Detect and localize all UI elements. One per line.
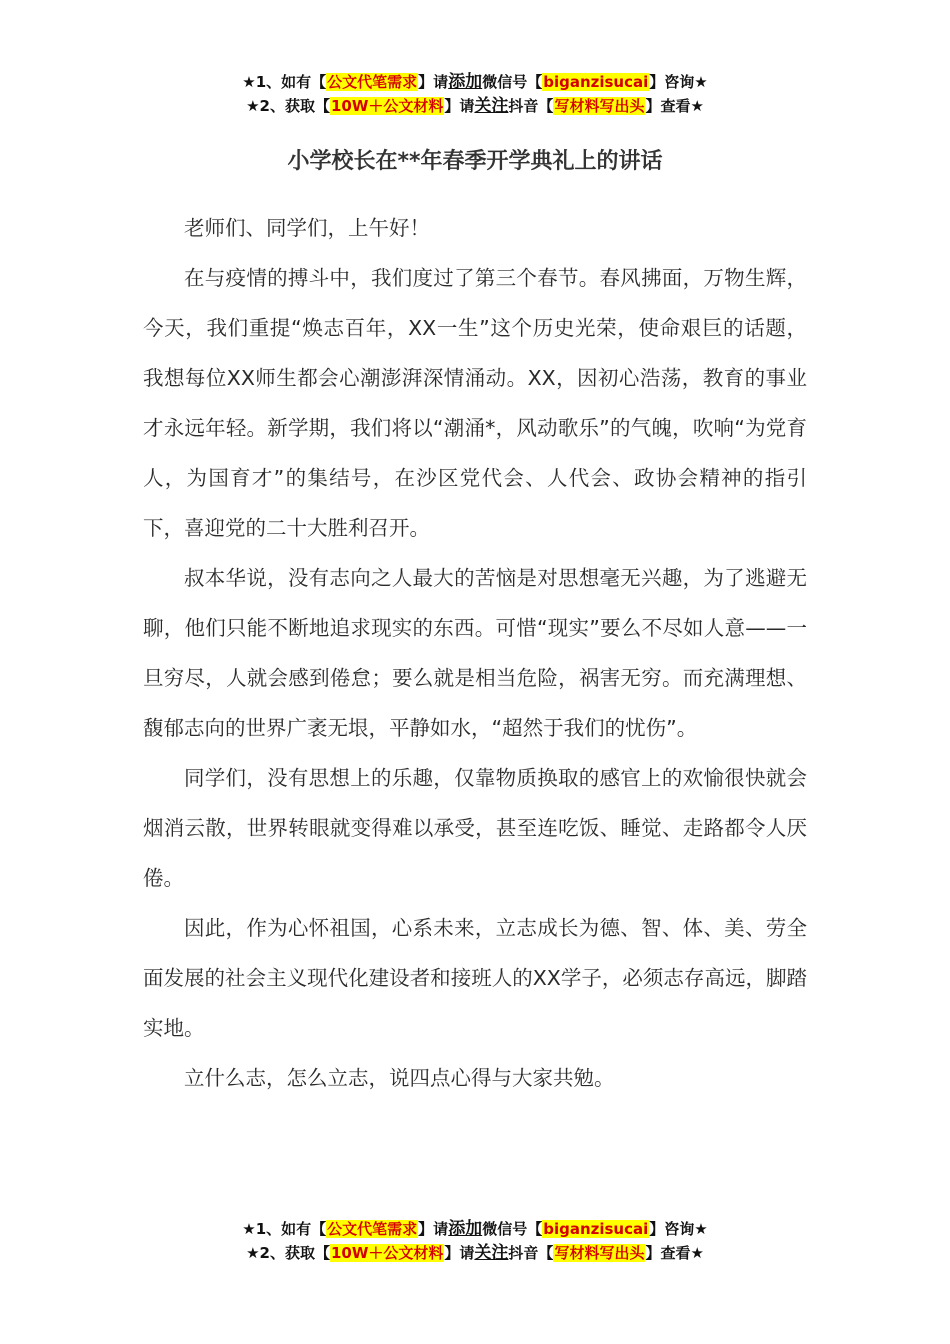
header-promo — [0, 70, 950, 118]
paragraph: 同学们，没有思想上的乐趣，仅靠物质换取的感官上的欢愉很快就会烟消云散，世界转眼就变得难以承受，甚至连吃饭、睡觉、走路都令人厌倦。 — [143, 766, 807, 890]
promo-line-2 — [0, 94, 950, 118]
promo-wechat-id: biganzisucai — [543, 1220, 649, 1238]
promo-underline: 添加 — [448, 1219, 483, 1239]
promo-text: 抖音【 — [508, 1244, 554, 1262]
promo-text: 】请 — [418, 1220, 449, 1238]
paragraph: 老师们、同学们，上午好！ — [184, 216, 430, 240]
promo-text: 】咨询★ — [649, 1220, 708, 1238]
promo-text: 】请 — [418, 73, 449, 91]
promo-line-1 — [0, 70, 950, 94]
promo-highlight: 公文代笔需求 — [327, 1220, 418, 1238]
promo-text: 】请 — [444, 1244, 475, 1262]
promo-underline: 关注 — [474, 1243, 509, 1263]
promo-underline: 添加 — [448, 72, 483, 92]
footer-promo — [0, 1217, 950, 1265]
promo-douyin-id: 写材料写出头 — [554, 1244, 645, 1262]
promo-text: 】查看★ — [645, 1244, 704, 1262]
promo-text: 微信号【 — [482, 1220, 543, 1238]
promo-douyin-id: 写材料写出头 — [554, 97, 645, 115]
promo-text: 】咨询★ — [649, 73, 708, 91]
promo-text: ★1、如有【 — [242, 73, 327, 91]
promo-text: ★2、获取【 — [246, 1244, 330, 1262]
promo-text: ★1、如有【 — [242, 1220, 327, 1238]
promo-wechat-id: biganzisucai — [543, 73, 649, 91]
paragraph: 叔本华说，没有志向之人最大的苦恼是对思想毫无兴趣，为了逃避无聊，他们只能不断地追求现实的东西。可惜“现实”要么不尽如人意——一旦穷尽，人就会感到倦怠；要么就是相当危险，祸害无穷。而充满理想、馥郁志向的世界广袤无垠，平静如水，“超然于我们的忧伤”。 — [143, 566, 807, 740]
promo-text: 】查看★ — [645, 97, 704, 115]
paragraph: 因此，作为心怀祖国，心系未来，立志成长为德、智、体、美、劳全面发展的社会主义现代化建设者和接班人的XX学子，必须志存高远，脚踏实地。 — [143, 916, 807, 1040]
promo-line-2 — [0, 1241, 950, 1265]
promo-text: 抖音【 — [508, 97, 554, 115]
promo-underline: 关注 — [474, 96, 509, 116]
promo-line-1 — [0, 1217, 950, 1241]
promo-highlight: 10W＋公文材料 — [330, 97, 444, 115]
paragraph: 在与疫情的搏斗中，我们度过了第三个春节。春风拂面，万物生辉，今天，我们重提“焕志百年，XX一生”这个历史光荣，使命艰巨的话题，我想每位XX师生都会心潮澎湃深情涌动。XX，因初心浩荡，教育的事业才永远年轻。新学期，我们将以“潮涌*，风动歌乐”的气魄，吹响“为党育人，为国育才”的集结号，在沙区党代会、人代会、政协会精神的指引下，喜迎党的二十大胜利召开。 — [143, 266, 807, 540]
promo-text: ★2、获取【 — [246, 97, 330, 115]
document-body — [143, 203, 807, 1103]
document-title: 小学校长在**年春季开学典礼上的讲话 — [287, 149, 663, 174]
paragraph: 立什么志，怎么立志，说四点心得与大家共勉。 — [184, 1066, 615, 1090]
promo-highlight: 10W＋公文材料 — [330, 1244, 444, 1262]
promo-highlight: 公文代笔需求 — [327, 73, 418, 91]
promo-text: 微信号【 — [482, 73, 543, 91]
promo-text: 】请 — [444, 97, 475, 115]
